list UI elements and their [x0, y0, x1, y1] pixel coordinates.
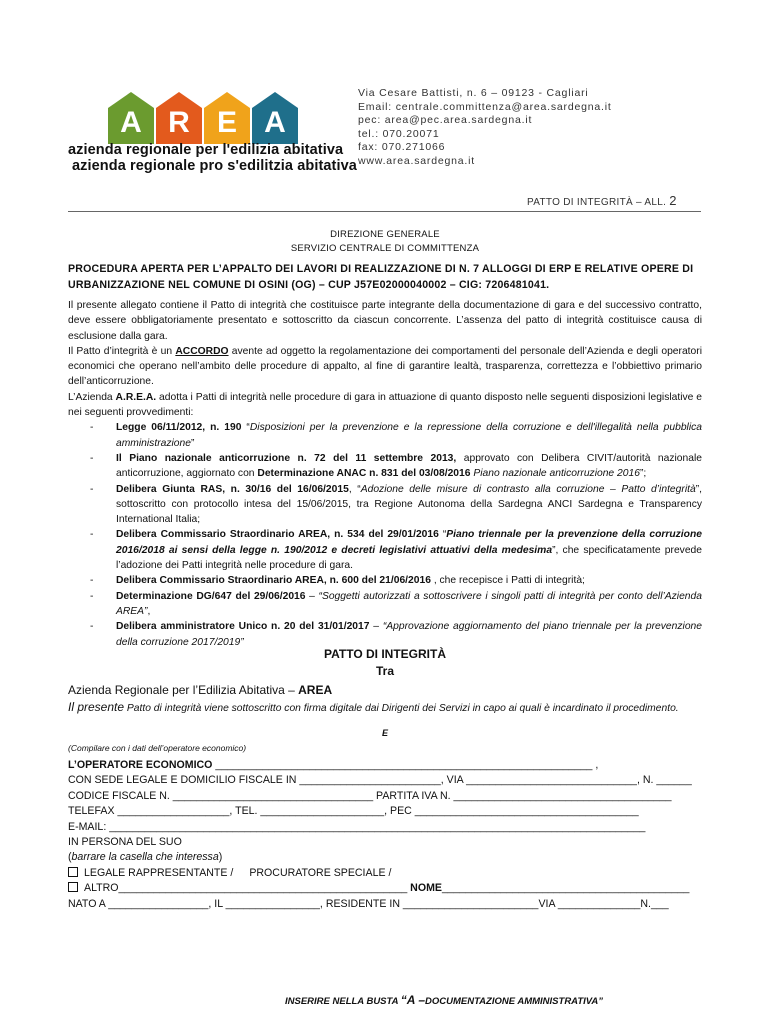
text: –	[369, 621, 383, 633]
text: approvato con Delibera CIVIT/autorità nazionale anticorruzione, aggiornato con	[116, 452, 703, 480]
text: Disposizioni per la prevenzione e la repressione della corruzione e dell'illegalità nella pubblica amministrazione	[116, 422, 702, 449]
area-acronym: A.R.E.A.	[115, 391, 157, 403]
text: Delibera Commissario Straordinario AREA, n. 600 del 21/06/2016	[116, 575, 431, 587]
text: Il presente	[68, 700, 125, 714]
text: , che recepisce i Patti di integrità;	[430, 575, 585, 587]
intro-paragraph	[68, 390, 702, 421]
text: ”;	[639, 468, 647, 480]
pec: pec: area@pec.area.sardegna.it	[358, 114, 533, 127]
text: –	[305, 590, 319, 602]
text: Determinazione DG/647 del 29/06/2016	[116, 590, 306, 602]
form-line	[68, 881, 702, 896]
text: (	[68, 851, 72, 864]
logo-tagline: azienda regionale per l'edilizia abitativa	[68, 142, 344, 158]
text: adotta i Patti di integrità nelle procedure di gara in attuazione di quanto disposto nelle seguenti disposizioni legislative e nei seguenti provvedimenti:	[68, 391, 702, 419]
email: Email: centrale.committenza@area.sardegna.it	[358, 100, 612, 113]
list-item: - Determinazione DG/647 del 29/06/2016 – “Soggetti autorizzati a sottoscrivere i singoli patti di integrità per conto dell’Azienda AREA”,	[90, 590, 702, 617]
attachment-label: PATTO DI INTEGRITÀ – ALL.	[527, 197, 667, 208]
list-item: - Delibera Commissario Straordinario AREA, n. 534 del 29/01/2016 “Piano triennale per la prevenzione della corruzione 2016/2018 ai sensi della legge n. 190/2012 e decreti legislativi attuativi della medesima”, che specificatamente prevede l’adozione dei Patti integrità nelle procedure di gara.	[90, 529, 702, 572]
text: Piano nazionale anticorruzione 2016	[470, 468, 640, 480]
document-body	[68, 298, 702, 650]
text: “Approvazione aggiornamento del piano triennale per la prevenzione della corruzione 2017/2019”	[116, 621, 702, 648]
text: L’OPERATORE ECONOMICO	[68, 759, 213, 771]
envelope-instruction	[285, 993, 603, 1007]
text: “	[241, 422, 250, 434]
form-line[interactable]: CON SEDE LEGALE E DOMICILIO FISCALE IN ________________________, VIA _____________________________, N. ______	[68, 774, 692, 787]
text: “A –	[400, 993, 425, 1007]
checkbox[interactable]	[68, 867, 78, 877]
intro-paragraph: Il presente allegato contiene il Patto di integrità che costituisce parte integrante della documentazione di gara e del successivo contratto, deve essere obbligatoriamente presentato e sottoscritto da ciascun concorrente. L’assenza del patto di integrità costituisce causa di esclusione dalla gara.	[68, 300, 702, 342]
option-label: LEGALE RAPPRESENTANTE /	[84, 866, 234, 879]
form-line[interactable]: E-MAIL: ___________________________________________________________________________________________	[68, 820, 646, 833]
logo-letter: A	[264, 106, 286, 139]
form-line[interactable]: NATO A _________________, IL ________________, RESIDENTE IN _______________________VIA ______________N.___	[68, 897, 669, 910]
form-line: IN PERSONA DEL SUO	[68, 836, 182, 849]
list-item: - Il Piano nazionale anticorruzione n. 72 del 11 settembre 2013, approvato con Delibera CIVIT/autorità nazionale anticorruzione, aggiornato con Determinazione ANAC n. 831 del 03/08/2016 Piano nazionale anticorruzione 2016”;	[90, 452, 703, 480]
text: “Soggetti autorizzati a sottoscrivere i singoli patti di integrità per conto dell’Azienda AREA”	[116, 590, 702, 617]
text: Delibera Giunta RAS, n. 30/16 del 16/06/2015	[116, 483, 349, 495]
phone: tel.: 070.20071	[358, 127, 440, 140]
service-name: SERVIZIO CENTRALE DI COMMITTENZA	[290, 243, 480, 254]
pact-between: Tra	[375, 664, 394, 678]
list-item: - Delibera Commissario Straordinario AREA, n. 600 del 21/06/2016 , che recepisce i Patti di integrità;	[90, 575, 585, 587]
website: www.area.sardegna.it	[358, 154, 475, 167]
text: ”, sottoscritto con protocollo intesa del 15/06/2015, tra Regione Autonoma della Sardegna ANCI Sardegna e Transparency International Italia;	[116, 483, 702, 526]
text: Il Piano nazionale anticorruzione n. 72 del 11 settembre 2013,	[116, 452, 457, 464]
option-label: PROCURATORE SPECIALE /	[249, 866, 392, 879]
text: Determinazione ANAC n. 831 del 03/08/2016	[257, 468, 471, 480]
area-logo	[68, 95, 357, 175]
text: Adozione delle misure di contrasto alla corruzione – Patto d’integrità	[360, 483, 696, 495]
contact-block	[358, 87, 612, 169]
blank-field[interactable]: ________________________________________________________________ ,	[212, 759, 599, 771]
form-line	[68, 850, 702, 865]
list-item: - Legge 06/11/2012, n. 190 “Disposizioni per la prevenzione e la repressione della corruzione e dell'illegalità nella pubblica amministrazione”	[90, 422, 702, 449]
text: ”, che specificatamente prevede l’adozione dei Patti integrità nelle procedure di gara.	[116, 544, 702, 572]
text: Legge 06/11/2012, n. 190	[116, 422, 242, 434]
text: L’Azienda	[68, 391, 116, 403]
fax: fax: 070.271066	[358, 141, 446, 154]
header-divider	[68, 211, 701, 212]
department-name: DIREZIONE GENERALE	[330, 229, 440, 240]
address: Via Cesare Battisti, n. 6 – 09123 - Cagliari	[358, 87, 589, 99]
logo-letter: E	[216, 106, 237, 139]
accordo-term: ACCORDO	[175, 345, 229, 357]
text: INSERIRE NELLA BUSTA	[285, 996, 401, 1007]
list-item: - Delibera Giunta RAS, n. 30/16 del 16/06/2015, “Adozione delle misure di contrasto alla corruzione – Patto d’integrità”, sottoscritto con protocollo intesa del 15/06/2015, tra Regione Autonoma della Sardegna ANCI Sardegna e Transparency International Italia;	[90, 483, 702, 526]
form-line	[68, 866, 702, 881]
form-line	[68, 758, 702, 773]
pact-and: E	[381, 728, 388, 738]
text: avente ad oggetto la regolamentazione dei comportamenti del personale dell’Azienda e degli operatori economici che operano nell’ambito delle procedure di appalto, al fine di garantire lealtà, trasparenza, correttezza e l’obbiettivo primario dell’anticorruzione.	[68, 345, 702, 388]
signature-note	[68, 700, 702, 716]
blank-field[interactable]: __________________________________________	[441, 882, 690, 895]
pact-heading: PATTO DI INTEGRITÀ	[324, 647, 446, 661]
text: Delibera amministratore Unico n. 20 del 31/01/2017	[116, 621, 370, 633]
text: Azienda Regionale per l’Edilizia Abitativa –	[68, 683, 299, 697]
party-area	[68, 683, 332, 697]
text: Il Patto d’integrità è un	[68, 345, 176, 357]
intro-paragraph	[68, 344, 702, 390]
attachment-number: 2	[669, 193, 677, 208]
procedure-title: PROCEDURA APERTA PER L’APPALTO DEI LAVORI DI REALIZZAZIONE DI N. 7 ALLOGGI DI ERP E RELATIVE OPERE DI URBANIZZAZIONE NEL COMUNE DI OSINI (OG) – CUP J57E02000040002 – CIG: 7206481041.	[68, 263, 694, 291]
blank-field[interactable]: ALTRO_________________________________________________	[84, 882, 411, 895]
text: Piano triennale per la prevenzione della corruzione 2016/2018 ai sensi della legge n. 190/2012 e decreti legislativi attuativi della medesima	[116, 529, 702, 556]
form-line[interactable]: CODICE FISCALE N. __________________________________ PARTITA IVA N. _____________________________________	[68, 789, 672, 802]
list-item: - Delibera amministratore Unico n. 20 del 31/01/2017 – “Approvazione aggiornamento del piano triennale per la prevenzione della corruzione 2017/2019”	[90, 621, 702, 648]
text: DOCUMENTAZIONE AMMINISTRATIVA”	[425, 996, 604, 1007]
text: Patto di integrità viene sottoscritto con firma digitale dai Dirigenti dei Servizi in capo ai quali è incardinato il procedimento.	[124, 703, 679, 714]
attachment-reference	[527, 193, 677, 208]
text: Delibera Commissario Straordinario AREA, n. 534 del 29/01/2016	[116, 529, 439, 541]
form-line[interactable]: TELEFAX ___________________, TEL. _____________________, PEC ______________________________________	[68, 805, 639, 818]
logo-letter: R	[168, 106, 190, 139]
compile-note: (Compilare con i dati dell’operatore economico)	[68, 743, 247, 753]
text: ”	[190, 437, 195, 449]
text: “	[438, 529, 447, 541]
checkbox[interactable]	[68, 882, 78, 892]
text: ,	[147, 605, 151, 617]
logo-tagline: azienda regionale pro s'edilitzia abitativa	[72, 158, 357, 174]
text: NOME	[410, 882, 442, 895]
text: barrare la casella che interessa	[71, 851, 219, 864]
text: )	[218, 851, 223, 864]
operator-form	[68, 758, 702, 912]
logo-letter: A	[120, 106, 142, 139]
text: , “	[348, 483, 361, 495]
text: AREA	[298, 683, 333, 697]
